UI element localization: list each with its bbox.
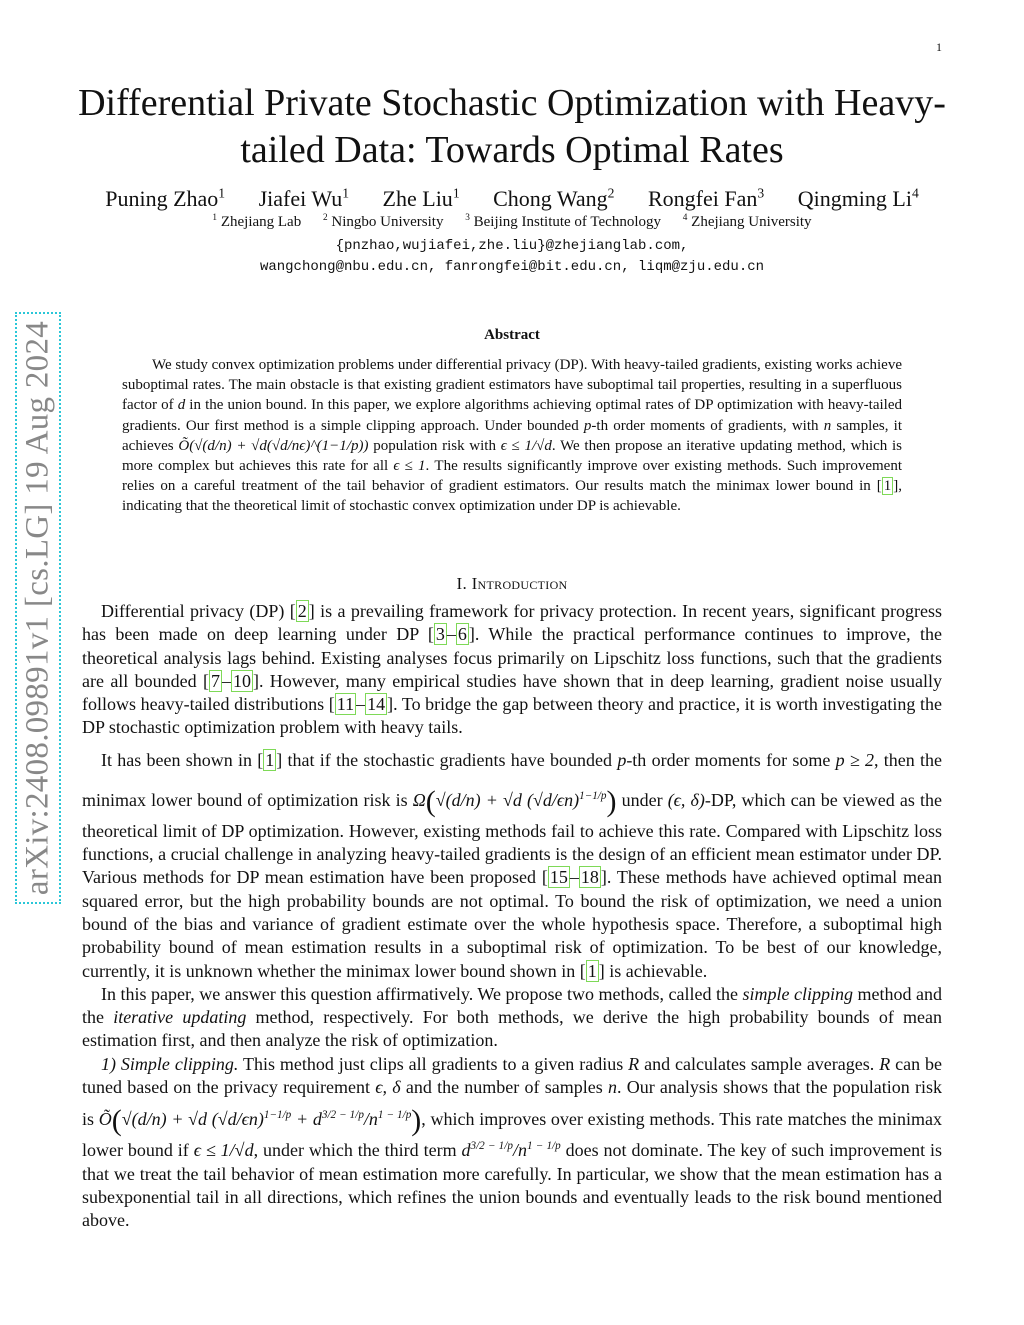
paragraph: It has been shown in [ 1 ] that if the stochastic gradients have bounded p-th order moments for some p ≥ 2, then the minimax lower bound of optimization risk is Ω(√(d/n) + √d $(√d/\epsilon n)^{1-1/p}$) under (ϵ, δ)-DP, which can be viewed as the theoretical limit of DP optimization. However, existing methods fail to achieve this rate. Compared with Lipschitz loss functions, a crucial challenge in analyzing heavy-tailed gradients is the design of an efficient mean estimator under DP. Various methods for DP mean estimation have been proposed [ 15 – 18 ]. These methods have achieved optimal mean squared error, but the high probability bounds are not optimal. To bound the risk of optimization, we need a union bound of the bias and variance of gradient estimate over the whole hypothesis space. Therefore, a suboptimal high probability bound of mean estimation results in a suboptimal risk of optimization. To be best of our knowledge, currently, it is unknown whether the minimax lower bound shown in [ 1 ] is achievable. bbox=[82, 749, 943, 981]
citation-link[interactable]: 7 bbox=[210, 670, 220, 691]
citation-link[interactable]: 11 bbox=[336, 694, 355, 715]
author: Puning Zhao$^1$ bbox=[105, 185, 226, 211]
subsection-label: 1) Simple clipping. bbox=[101, 1053, 239, 1074]
author: Jiafei Wu$^1$ bbox=[258, 185, 350, 211]
affiliation: $^3$ Beijing Institute of Technology bbox=[465, 213, 662, 230]
citation-link[interactable]: 14 bbox=[367, 694, 386, 715]
author: Rongfei Fan$^3$ bbox=[647, 185, 765, 211]
paragraph: 1) Simple clipping. This method just clips all gradients to a given radius R and calculates sample averages. R can be tuned based on the privacy requirement ϵ, δ and the number of samples n. Our analysis shows that the population risk is Õ(√(d/n) + √d $(√d/\epsilon n)^{1-1/p} + d^{3/2 - 1/p}/n^{1 - 1/p}$), which improves over existing methods. This rate matches the minimax lower bound if ϵ ≤ 1/√d, under which the third term $d^{3/2 - 1/p}/n^{1 - 1/p}$ does not dominate. The key of such improvement is that we treat the tail behavior of mean estimation more carefully. In particular, we show that the mean estimation has a subexponential tail in all directions, which refines the union bounds and eventually leads to the risk bound mentioned above. bbox=[82, 1053, 943, 1231]
arxiv-stamp-text: arXiv:2408.09891v1 [cs.LG] 19 Aug 2024 bbox=[19, 320, 56, 896]
abstract-body: We study convex optimization problems under differential privacy (DP). With heavy-tailed gradients, existing works achieve suboptimal rates. The main obstacle is that existing gradient estimators have suboptimal tail properties, resulting in a superfluous factor of d in the union bound. In this paper, we explore algorithms achieving optimal rates of DP optimization with heavy-tailed gradients. Our first method is a simple clipping approach. Under bounded p-th order moments of gradients, with n samples, it achieves Õ(√(d/n) + √d(√d/nϵ)^(1−1/p)) population risk with ϵ ≤ 1/√d. We then propose an iterative updating method, which is more complex but achieves this rate for all ϵ ≤ 1. The results significantly improve over existing methods. Such improvement relies on a careful treatment of the tail behavior of gradient estimators. Our results match the minimax lower bound in [ 1 ], indicating that the theoretical limit of stochastic convex optimization under DP is achievable. bbox=[122, 357, 903, 515]
email-block bbox=[60, 236, 964, 278]
risk-bound-formula: Õ(√(d/n) + √d $(√d/\epsilon n)^{1-1/p} + d^{3/2 - 1/p}/n^{1 - 1/p}$) bbox=[98, 1104, 422, 1138]
citation-link[interactable]: 15 bbox=[549, 867, 568, 888]
paragraph: Differential privacy (DP) [ 2 ] is a prevailing framework for privacy protection. In recent years, significant progress has been made on deep learning under DP [ 3 – 6 ]. While the practical performance continues to improve, the theoretical analysis lags behind. Existing analyses focus primarily on Lipschitz loss functions, such that the gradients are all bounded [ 7 – 10 ]. However, many empirical studies have shown that in deep learning, gradient noise usually follows heavy-tailed distributions [ 11 – 14 ]. To bridge the gap between theory and practice, it is worth investigating the DP stochastic optimization problem with heavy tails. bbox=[82, 601, 942, 738]
author: Chong Wang$^2$ bbox=[493, 185, 615, 211]
section-heading-introduction: I. Introduction bbox=[456, 574, 568, 593]
abstract-heading: Abstract bbox=[484, 327, 540, 343]
citation-link[interactable]: 18 bbox=[580, 867, 599, 888]
citation-link[interactable]: 3 bbox=[435, 624, 445, 645]
author-list bbox=[60, 186, 964, 212]
affiliation-list bbox=[60, 214, 964, 231]
email-line-2: wangchong@nbu.edu.cn, fanrongfei@bit.edu.cn, liqm@zju.edu.cn bbox=[259, 259, 765, 275]
citation-link[interactable]: 10 bbox=[232, 670, 251, 691]
email-line-1: {pnzhao,wujiafei,zhe.liu}@zhejianglab.com, bbox=[335, 238, 689, 254]
paper-title: Differential Private Stochastic Optimization with Heavy-tailed Data: Towards Optimal Rates bbox=[78, 82, 946, 171]
author: Zhe Liu$^1$ bbox=[382, 185, 460, 211]
citation-link[interactable]: 1 bbox=[587, 960, 597, 981]
citation-link[interactable]: 1 bbox=[265, 749, 275, 770]
rate-formula: Õ(√(d/n) + √d(√d/nϵ)^(1−1/p)) bbox=[178, 437, 369, 454]
affiliation: $^2$ Ningbo University bbox=[322, 213, 444, 230]
citation-link[interactable]: 1 bbox=[883, 478, 892, 495]
lower-bound-formula: Ω(√(d/n) + √d $(√d/\epsilon n)^{1-1/p}$) bbox=[412, 784, 617, 818]
author: Qingming Li$^4$ bbox=[797, 185, 919, 211]
arxiv-stamp[interactable] bbox=[15, 312, 61, 904]
page-number: 1 bbox=[936, 40, 942, 54]
citation-link[interactable]: 6 bbox=[457, 624, 467, 645]
affiliation: $^1$ Zhejiang Lab bbox=[212, 213, 302, 230]
affiliation: $^4$ Zhejiang University bbox=[682, 213, 812, 230]
introduction-body bbox=[82, 600, 942, 1233]
paragraph: In this paper, we answer this question affirmatively. We propose two methods, called the simple clipping method and the iterative updating method, respectively. For both methods, we derive the high probability bounds of mean estimation first, and then analyze the risk of optimization. bbox=[82, 983, 943, 1051]
citation-link[interactable]: 2 bbox=[297, 601, 307, 621]
